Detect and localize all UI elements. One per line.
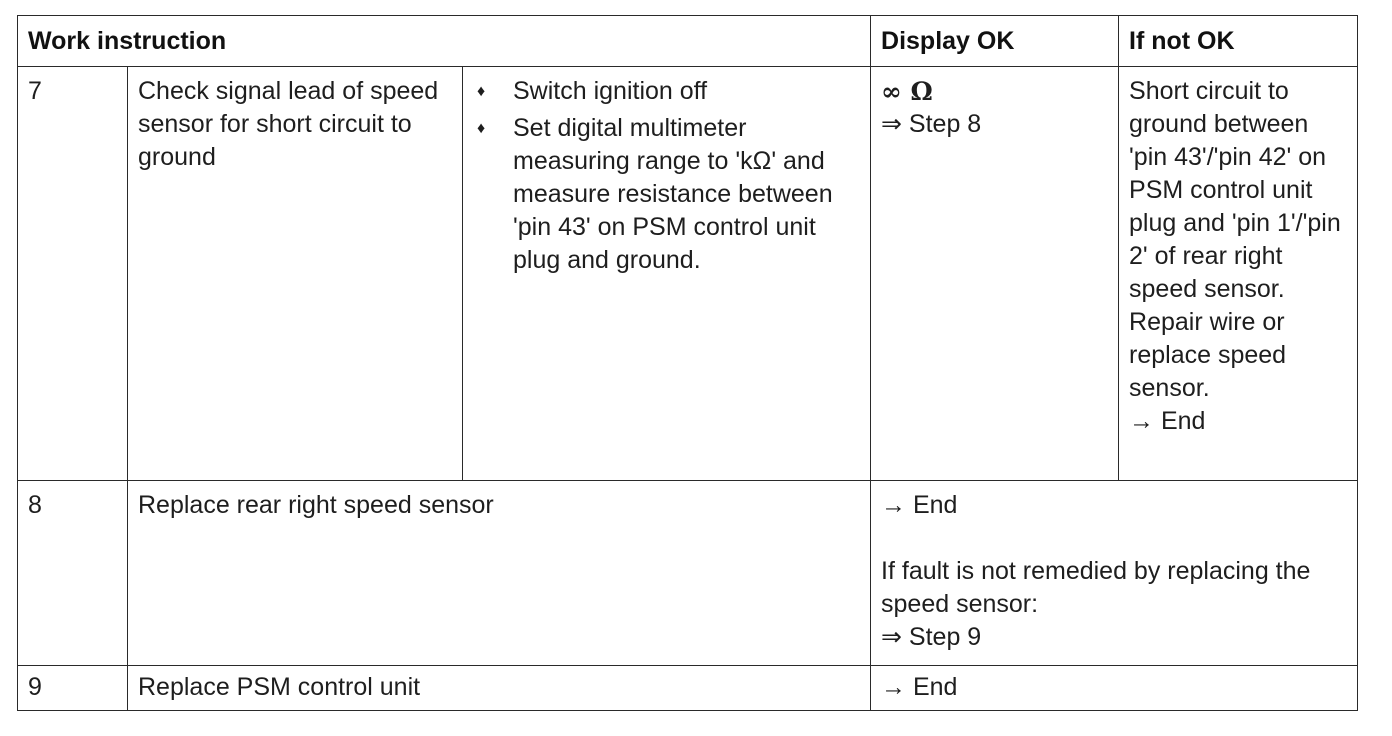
substep-text: Set digital multimeter measuring range to 'kΩ' and measure resistance between 'pin 43' on PSM control unit plug and ground. [513,114,833,274]
table-row-step-8 [18,481,1358,666]
header-work-instruction: Work instruction [18,16,871,67]
step-number: 9 [18,666,128,711]
step-number: 8 [18,481,128,666]
result-cell [871,481,1358,666]
table-row-step-9 [18,666,1358,711]
step-instruction: Replace rear right speed sensor [128,481,871,666]
fault-remedy: Repair wire or replace speed sensor. [1129,308,1287,402]
result-end: → End [871,666,1358,711]
step-instruction: Check signal lead of speed sensor for short circuit to ground [128,67,463,481]
substep-list [473,75,860,277]
step-number: 7 [18,67,128,481]
header-if-not-ok: If not OK [1119,16,1358,67]
table-header-row [18,16,1358,67]
fault-end: → End [1129,407,1206,435]
if-not-ok-cell [1119,67,1358,481]
substep-text: Switch ignition off [513,77,708,105]
substeps-cell [463,67,871,481]
list-item [473,112,860,277]
display-ok-cell [871,67,1119,481]
result-next-step: ⇒ Step 9 [881,623,982,651]
display-ok-value: ∞ Ω [881,77,933,106]
fault-description: Short circuit to ground between 'pin 43'/'pin 42' on PSM control unit plug and 'pin 1'/'pin 2' of rear right speed sensor. [1129,77,1341,303]
result-end: → End [881,491,958,519]
display-ok-next-step: ⇒ Step 8 [881,110,982,138]
bullet-diamond-icon: ♦ [477,120,486,137]
result-note: If fault is not remedied by replacing the speed sensor: [881,557,1311,618]
bullet-diamond-icon: ♦ [477,83,486,100]
step-instruction: Replace PSM control unit [128,666,871,711]
table-row-step-7 [18,67,1358,481]
list-item [473,75,860,108]
work-instruction-table [17,15,1358,711]
header-display-ok: Display OK [871,16,1119,67]
